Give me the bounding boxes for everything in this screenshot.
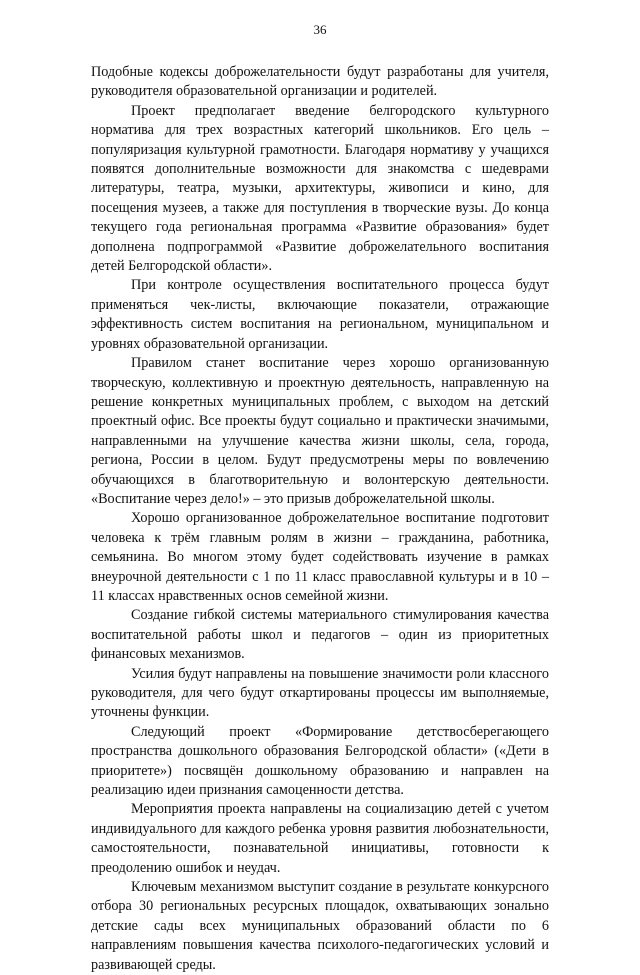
paragraph-socialization: Мероприятия проекта направлены на социализацию детей с учетом индивидуального для каждого ребенка уровня развития любознательности, самостоятельности, познавательной инициативы, готовности к преодолению ошибок и неудач. [91, 801, 549, 876]
paragraph-stimulation: Создание гибкой системы материального стимулирования качества воспитательной работы школ и педагогов – один из приоритетных финансовых механизмов. [91, 607, 549, 663]
paragraph-codes: Подобные кодексы доброжелательности будут разработаны для учителя, руководителя образовательной организации и родителей. [91, 64, 549, 100]
paragraph-class-teacher: Усилия будут направлены на повышение значимости роли классного руководителя, для чего будут откартированы процессы им выполняемые, уточнены функции. [91, 665, 549, 721]
paragraph-three-roles: Хорошо организованное доброжелательное воспитание подготовит человека к трём главным ролям в жизни – гражданина, работника, семьянина. Во многом этому будет содействовать изучение в рамках внеурочной деятельности с 1 по 11 класс православной культуры и в 10 – 11 классах нравственных основ семейной жизни. [91, 510, 549, 604]
page-number: 36 [313, 22, 327, 37]
paragraph-preschool-project: Следующий проект «Формирование детствосберегающего пространства дошкольного образования Белгородской области» («Дети в приоритете») посвящён дошкольному образованию и направлен на реализацию идеи признания самоценности детства. [91, 723, 549, 799]
document-body [91, 63, 549, 975]
paragraph-project-activity: Правилом станет воспитание через хорошо организованную творческую, коллективную и проектную деятельность, направленную на решение конкретных муниципальных проблем, с выходом на детский проектный офис. Все проекты будут социально и практически значимыми, направленными на улучшение качества жизни школы, села, города, региона, России в целом. Будут предусмотрены меры по вовлечению обучающихся в благотворительную и волонтерскую деятельности. «Воспитание через дело!» – это призыв доброжелательной школы. [91, 355, 549, 507]
paragraph-checklists: При контроле осуществления воспитательного процесса будут применяться чек-листы, включающие показатели, отражающие эффективность систем воспитания на региональном, муниципальном и уровнях образовательной организации. [91, 277, 549, 352]
paragraph-resource-sites: Ключевым механизмом выступит создание в результате конкурсного отбора 30 региональных ресурсных площадок, охватывающих зонально детские сады всех муниципальных образований области по 6 направлениям повышения качества психолого-педагогических условий и развивающей среды. [91, 879, 549, 973]
paragraph-cultural-norm: Проект предполагает введение белгородского культурного норматива для трех возрастных категорий школьников. Его цель – популяризация культурной грамотности. Благодаря нормативу у учащихся появятся дополнительные возможности для знакомства с шедеврами литературы, театра, музыки, архитектуры, живописи и кино, для посещения музеев, а также для поступления в творческие вузы. До конца текущего года региональная программа «Развитие образования» будет дополнена подпрограммой «Развитие доброжелательного воспитания детей Белгородской области». [91, 102, 549, 275]
